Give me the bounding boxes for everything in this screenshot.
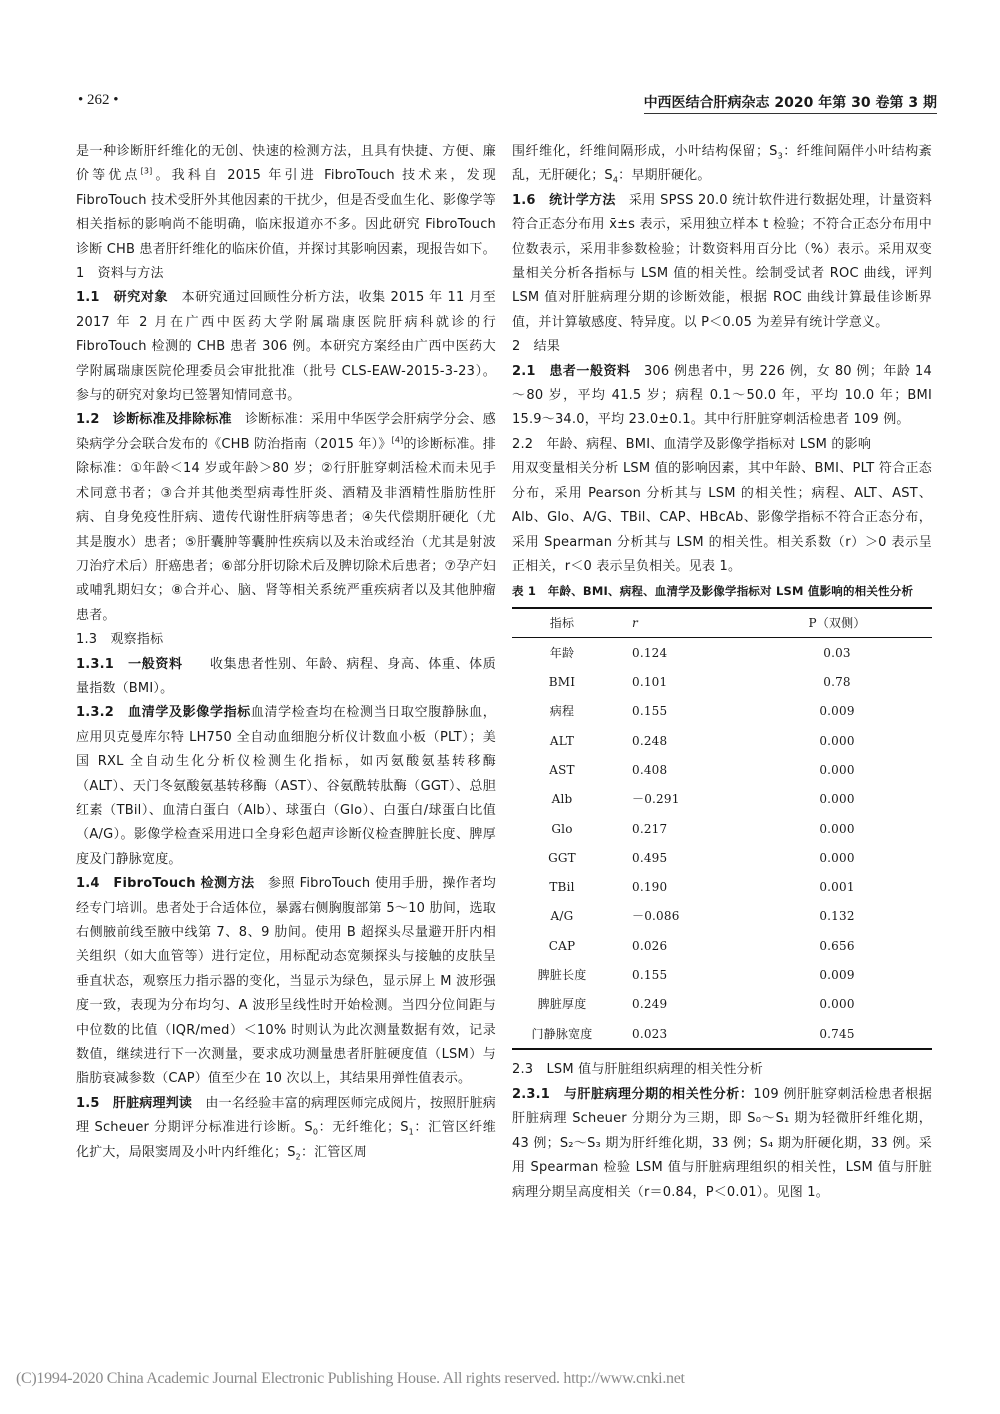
section-label: 2.1 患者一般资料 xyxy=(512,363,631,379)
cell-p: 0.000 xyxy=(819,997,855,1012)
section-heading-2: 2 结果 xyxy=(512,339,561,355)
section-label: 1.6 统计学方法 xyxy=(512,192,616,208)
section-2-2-heading: 2.2 年龄、病程、BMI、血清学及影像学指标对 LSM 的影响 xyxy=(512,436,872,452)
cell-indicator: Alb xyxy=(551,792,573,807)
cell-p: 0.000 xyxy=(819,850,855,865)
cell-indicator: CAP xyxy=(548,938,576,953)
cell-indicator: 脾脏厚度 xyxy=(537,997,587,1012)
section-label: 1.5 肝脏病理判读 xyxy=(76,1095,193,1111)
section-text: ：早期肝硬化。 xyxy=(618,168,711,184)
section-label: 1.2 诊断标准及排除标准 xyxy=(76,412,232,428)
table-header-row xyxy=(512,608,932,638)
section-label: 1.4 FibroTouch 检测方法 xyxy=(76,876,255,892)
table-row xyxy=(512,814,932,843)
journal-title: 中西医结合肝病杂志 2020 年第 30 卷第 3 期 xyxy=(644,92,937,114)
section-text: 诊断标准：采用中华医学会肝病学分会、感染病学分会联合发布的《CHB 防治指南（2015 年）》 xyxy=(76,412,496,452)
table-caption: 表 1 年龄、BMI、病程、血清学及影像学指标对 LSM 值影响的相关性分析 xyxy=(512,584,914,599)
subscript: 2 xyxy=(295,1152,301,1162)
cell-indicator: 脾脏长度 xyxy=(537,968,587,983)
section-1-4 xyxy=(76,872,496,1092)
section-label: 1.3.2 血清学及影像学指标 xyxy=(76,705,251,721)
table-row xyxy=(512,638,932,668)
cell-indicator: 门静脉宽度 xyxy=(531,1026,593,1041)
section-text: ：纤维间隔伴小叶结构紊乱，无肝硬化；S xyxy=(512,144,932,184)
cell-indicator: BMI xyxy=(548,675,576,690)
section-text: 收集患者性别、年龄、病程、身高、体重、体质量指数（BMI）。 xyxy=(76,656,496,696)
section-2-3-1 xyxy=(512,1083,932,1205)
cell-p: 0.03 xyxy=(823,645,851,660)
cell-r: 0.026 xyxy=(632,938,668,953)
table-row xyxy=(512,873,932,902)
section-text-cont: 的诊断标准。排除标准：①年龄＜14 岁或年龄＞80 岁；②行肝脏穿刺活检术而未见手术同意书者；③合并其他类型病毒性肝炎、酒精及非酒精性脂肪性肝病、自身免疫性肝病、遗传代谢性肝病等患者；④失代偿期肝硬化（尤其是腹水）患者；⑤肝囊肿等囊肿性疾病以及未治或经治（尤其是射波刀治疗术后）肝癌患者；⑥部分肝切除术后及脾切除术后患者；⑦孕产妇或哺乳期妇女；⑧合并心、脑、肾等相关系统严重疾病者以及其他肿瘤患者。 xyxy=(76,436,496,623)
section-text: 血清学检查均在检测当日取空腹静脉血，应用贝克曼库尔特 LH750 全自动血细胞分析仪计数血小板（PLT）；美国 RXL 全自动生化分析仪检测生化指标，如丙氨酸氨基转移酶（ALT）、天门冬氨酸氨基转移酶（AST）、谷氨酰转肽酶（GGT）、总胆红素（TBil）、血清白蛋白（Alb）、球蛋白（Glo）、白蛋白/球蛋白比值（A/G）。影像学检查采用进口全身彩色超声诊断仪检查脾脏长度、脾厚度及门静脉宽度。 xyxy=(76,705,496,867)
cell-r: 0.124 xyxy=(632,645,668,660)
table-row xyxy=(512,843,932,872)
cell-p: 0.656 xyxy=(819,938,855,953)
table-row xyxy=(512,668,932,697)
cell-indicator: 年龄 xyxy=(549,645,575,660)
section-heading-1: 1 资料与方法 xyxy=(76,266,164,282)
section-1-5 xyxy=(76,1092,496,1165)
subscript: 1 xyxy=(408,1127,414,1137)
section-heading-1-3: 1.3 观察指标 xyxy=(76,632,164,648)
page-header xyxy=(78,92,937,114)
right-column xyxy=(512,140,932,1205)
cell-indicator: A/G xyxy=(550,909,574,924)
section-text: 由一名经验丰富的病理医师完成阅片，按照肝脏病理 Scheuer 分期评分标准进行诊断。S xyxy=(76,1095,497,1136)
cell-p: 0.009 xyxy=(819,704,855,719)
section-label: 2.3.1 与肝脏病理分期的相关性分析： xyxy=(512,1086,754,1102)
cell-r: －0.086 xyxy=(632,909,680,924)
subscript: 0 xyxy=(312,1127,319,1137)
table-row xyxy=(512,931,932,960)
left-column xyxy=(76,140,496,1165)
cell-p: 0.001 xyxy=(819,880,855,895)
subscript: 3 xyxy=(777,151,783,161)
cell-r: 0.248 xyxy=(632,733,668,748)
cell-p: 0.000 xyxy=(819,821,855,836)
section-heading-2-3: 2.3 LSM 值与肝脏组织病理的相关性分析 xyxy=(512,1062,763,1078)
column-header-p: P（双侧） xyxy=(808,616,866,631)
section-1-6 xyxy=(512,189,932,335)
intro-text: 是一种诊断肝纤维化的无创、快速的检测方法，且具有快捷、方便、廉价等优点 xyxy=(76,144,496,184)
cell-r: 0.249 xyxy=(632,997,668,1012)
cell-indicator: AST xyxy=(549,762,575,777)
table-row xyxy=(512,785,932,814)
section-1-2 xyxy=(76,408,496,628)
section-text: 围纤维化，纤维间隔形成，小叶结构保留；S xyxy=(512,144,778,159)
section-label: 1.3.1 一般资料 xyxy=(76,656,183,672)
section-text: 本研究通过回顾性分析方法，收集 2015 年 11 月至 2017 年 2 月在广西中医药大学附属瑞康医院肝病科就诊的行 FibroTouch 检测的 CHB 患者 306 例。本研究方案经由广西中医药大学附属瑞康医院伦理委员会审批批准（批号 CLS-EAW-2015-3-23）。参与的研究对象均已签署知情同意书。 xyxy=(76,290,496,404)
section-1-3-1 xyxy=(76,653,496,702)
cell-indicator: Glo xyxy=(551,821,573,836)
cell-r: 0.155 xyxy=(632,704,668,719)
cell-r: 0.408 xyxy=(632,762,668,777)
section-2-2: 用双变量相关分析 LSM 值的影响因素，其中年龄、BMI、PLT 符合正态分布，采用 Pearson 分析其与 LSM 的相关性；病程、ALT、AST、Alb、Glo、A/G、TBil、CAP、HBcAb、影像学指标不符合正态分布，采用 Spearman 分析其与 LSM 的相关性。相关系数（r）＞0 表示呈正相关，r＜0 表示呈负相关。见表 1。 xyxy=(512,461,932,574)
table-row xyxy=(512,697,932,726)
cell-r: 0.217 xyxy=(632,821,668,836)
column-header-r: r xyxy=(632,616,638,631)
section-text: ：汇管区周 xyxy=(300,1144,367,1160)
section-text: ：汇管区纤维化扩大，局限窦周及小叶内纤维化；S xyxy=(76,1120,497,1160)
cell-p: 0.745 xyxy=(819,1026,855,1041)
section-text: 109 例肝脏穿刺活检患者根据肝脏病理 Scheuer 分期分为三期，即 S₀～S₁ 期为轻微肝纤维化期，43 例；S₂～S₃ 期为肝纤维化期，33 例；S₄ 期为肝硬化期，33 例。采用 Spearman 检验 LSM 值与肝脏病理组织的相关性，LSM 值与肝脏病理分期呈高度相关（r＝0.84，P＜0.01）。见图 1。 xyxy=(512,1086,932,1200)
table-row xyxy=(512,1019,932,1049)
page-number: • 262 • xyxy=(78,92,119,108)
cell-p: 0.000 xyxy=(819,792,855,807)
section-1-3-2 xyxy=(76,701,496,872)
cell-indicator: ALT xyxy=(549,733,575,748)
section-label: 1.1 研究对象 xyxy=(76,290,169,306)
section-text: 参照 FibroTouch 使用手册，操作者均经专门培训。患者处于合适体位，暴露右侧胸腹部第 5～10 肋间，选取右侧腋前线至腋中线第 7、8、9 肋间。使用 B 超探头尽量避开肝内相关组织（如大血管等）进行定位，用标配动态宽频探头与接触的皮肤呈垂直状态，观察压力指示器的变化，当显示为绿色，显示屏上 M 波形强度一致，表现为分布均匀、A 波形呈线性时开始检测。当四分位间距与中位数的比值（IQR/med）＜10% 时则认为此次测量数据有效，记录数值，继续进行下一次测量，要求成功测量患者肝脏硬度值（LSM）与脂肪衰减参数（CAP）值至少在 10 次以上，其结果用弹性值表示。 xyxy=(76,876,496,1087)
intro-text-cont: 。我科自 2015 年引进 FibroTouch 技术来，发现 FibroTouch 技术受肝外其他因素的干扰少，但是否受血生化、影像学等相关指标的影响尚不能明确，临床报道亦不多。因此研究 FibroTouch 诊断 CHB 患者肝纤维化的临床价值，并探讨其影响因素，现报告如下。 xyxy=(76,168,496,257)
intro-paragraph xyxy=(76,140,496,262)
cell-indicator: TBil xyxy=(549,880,575,895)
section-1-1 xyxy=(76,286,496,408)
copyright-footer: (C)1994-2020 China Academic Journal Electronic Publishing House. All rights reserved. http://www.cnki.net xyxy=(16,1370,685,1387)
table-row xyxy=(512,756,932,785)
citation-ref[interactable]: [4] xyxy=(391,435,404,445)
table-row xyxy=(512,961,932,990)
section-text: 采用 SPSS 20.0 统计软件进行数据处理，计量资料符合正态分布用 x̄±s 表示，采用独立样本 t 检验；不符合正态分布用中位数表示，采用非参数检验；计数资料用百分比（%）表示。采用双变量相关分析各指标与 LSM 值的相关性。绘制受试者 ROC 曲线，评判 LSM 值对肝脏病理分期的诊断效能，根据 ROC 曲线计算最佳诊断界值，并计算敏感度、特异度。以 P＜0.05 为差异有统计学意义。 xyxy=(512,192,932,330)
subscript: 4 xyxy=(612,176,619,185)
cell-p: 0.000 xyxy=(819,733,855,748)
correlation-table xyxy=(512,607,932,1050)
column-header-indicator: 指标 xyxy=(549,616,575,631)
cell-indicator: GGT xyxy=(548,850,576,865)
section-text: 306 例患者中，男 226 例，女 80 例；年龄 14～80 岁，平均 41.5 岁；病程 0.1～50.0 年，平均 10.0 年；BMI 15.9～34.0，平均 23.0±0.1。其中行肝脏穿刺活检患者 109 例。 xyxy=(512,363,932,428)
cell-r: 0.023 xyxy=(632,1026,668,1041)
table-row xyxy=(512,990,932,1019)
cell-p: 0.78 xyxy=(823,675,851,690)
section-1-5-cont xyxy=(512,140,932,189)
cell-r: 0.495 xyxy=(632,850,668,865)
table-row xyxy=(512,726,932,755)
section-text: ：无纤维化；S xyxy=(318,1120,409,1136)
cell-r: －0.291 xyxy=(632,792,680,807)
citation-ref[interactable]: [3] xyxy=(140,167,153,177)
cell-p: 0.132 xyxy=(819,909,855,924)
cell-p: 0.009 xyxy=(819,968,855,983)
cell-p: 0.000 xyxy=(819,762,855,777)
cell-r: 0.101 xyxy=(632,675,668,690)
cell-indicator: 病程 xyxy=(549,704,575,719)
cell-r: 0.155 xyxy=(632,968,668,983)
cell-r: 0.190 xyxy=(632,880,668,895)
table-row xyxy=(512,902,932,931)
section-2-1 xyxy=(512,360,932,433)
